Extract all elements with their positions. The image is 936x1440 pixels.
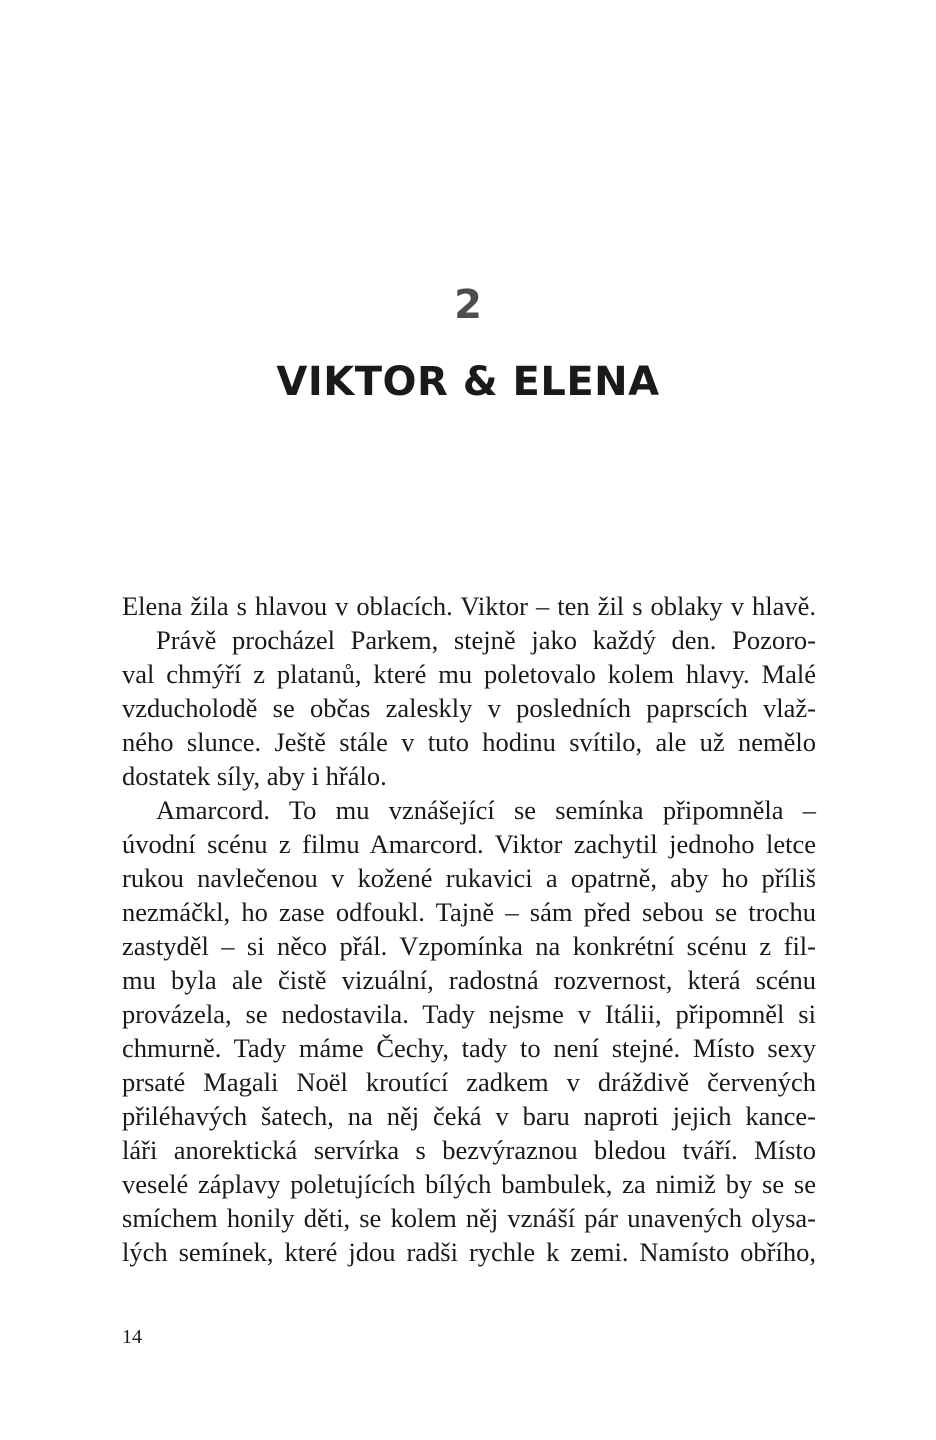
text-line: chmurně. Tady máme Čechy, tady to není stejné. Místo sexy [122,1033,816,1063]
body-text [122,589,816,1269]
text-line: nezmáčkl, ho zase odfoukl. Tajně – sám před sebou se trochu [122,897,816,927]
text-line: rukou navlečenou v kožené rukavici a opatrně, aby ho příliš [122,863,816,893]
text-line: úvodní scénu z filmu Amarcord. Viktor zachytil jednoho letce [122,829,816,859]
text-line: prsaté Magali Noël kroutící zadkem v dráždivě červených [122,1067,816,1097]
text-line: ného slunce. Ještě stále v tuto hodinu svítilo, ale už nemělo [122,727,816,757]
text-line: dostatek síly, aby i hřálo. [122,761,387,791]
text-line: Právě procházel Parkem, stejně jako každý den. Pozoro- [156,625,816,655]
text-line: přiléhavých šatech, na něj čeká v baru naproti jejich kance- [122,1101,816,1131]
page-number: 14 [122,1326,142,1348]
text-line: provázela, se nedostavila. Tady nejsme v Itálii, připomněl si [122,999,816,1029]
text-line: vzducholodě se občas zaleskly v posledních paprscích vlaž- [122,693,816,723]
chapter-title: VIKTOR & ELENA [276,359,660,405]
text-line: mu byla ale čistě vizuální, radostná rozvernost, která scénu [122,965,816,995]
text-line: Elena žila s hlavou v oblacích. Viktor – ten žil s oblaky v hlavě. [122,591,816,621]
text-line: veselé záplavy poletujících bílých bambulek, za nimiž by se se [122,1169,816,1199]
text-line: lých semínek, které jdou radši rychle k zemi. Namísto obřího, [122,1237,816,1267]
text-line: láři anorektická servírka s bezvýraznou bledou tváří. Místo [122,1135,816,1165]
text-line: smíchem honily děti, se kolem něj vznáší pár unavených olysa- [122,1203,816,1233]
text-line: val chmýří z platanů, které mu poletovalo kolem hlavy. Malé [122,659,816,689]
chapter-number: 2 [454,282,482,328]
text-line: Amarcord. To mu vznášející se semínka připomněla – [156,795,816,825]
text-line: zastyděl – si něco přál. Vzpomínka na konkrétní scénu z fil- [122,931,816,961]
